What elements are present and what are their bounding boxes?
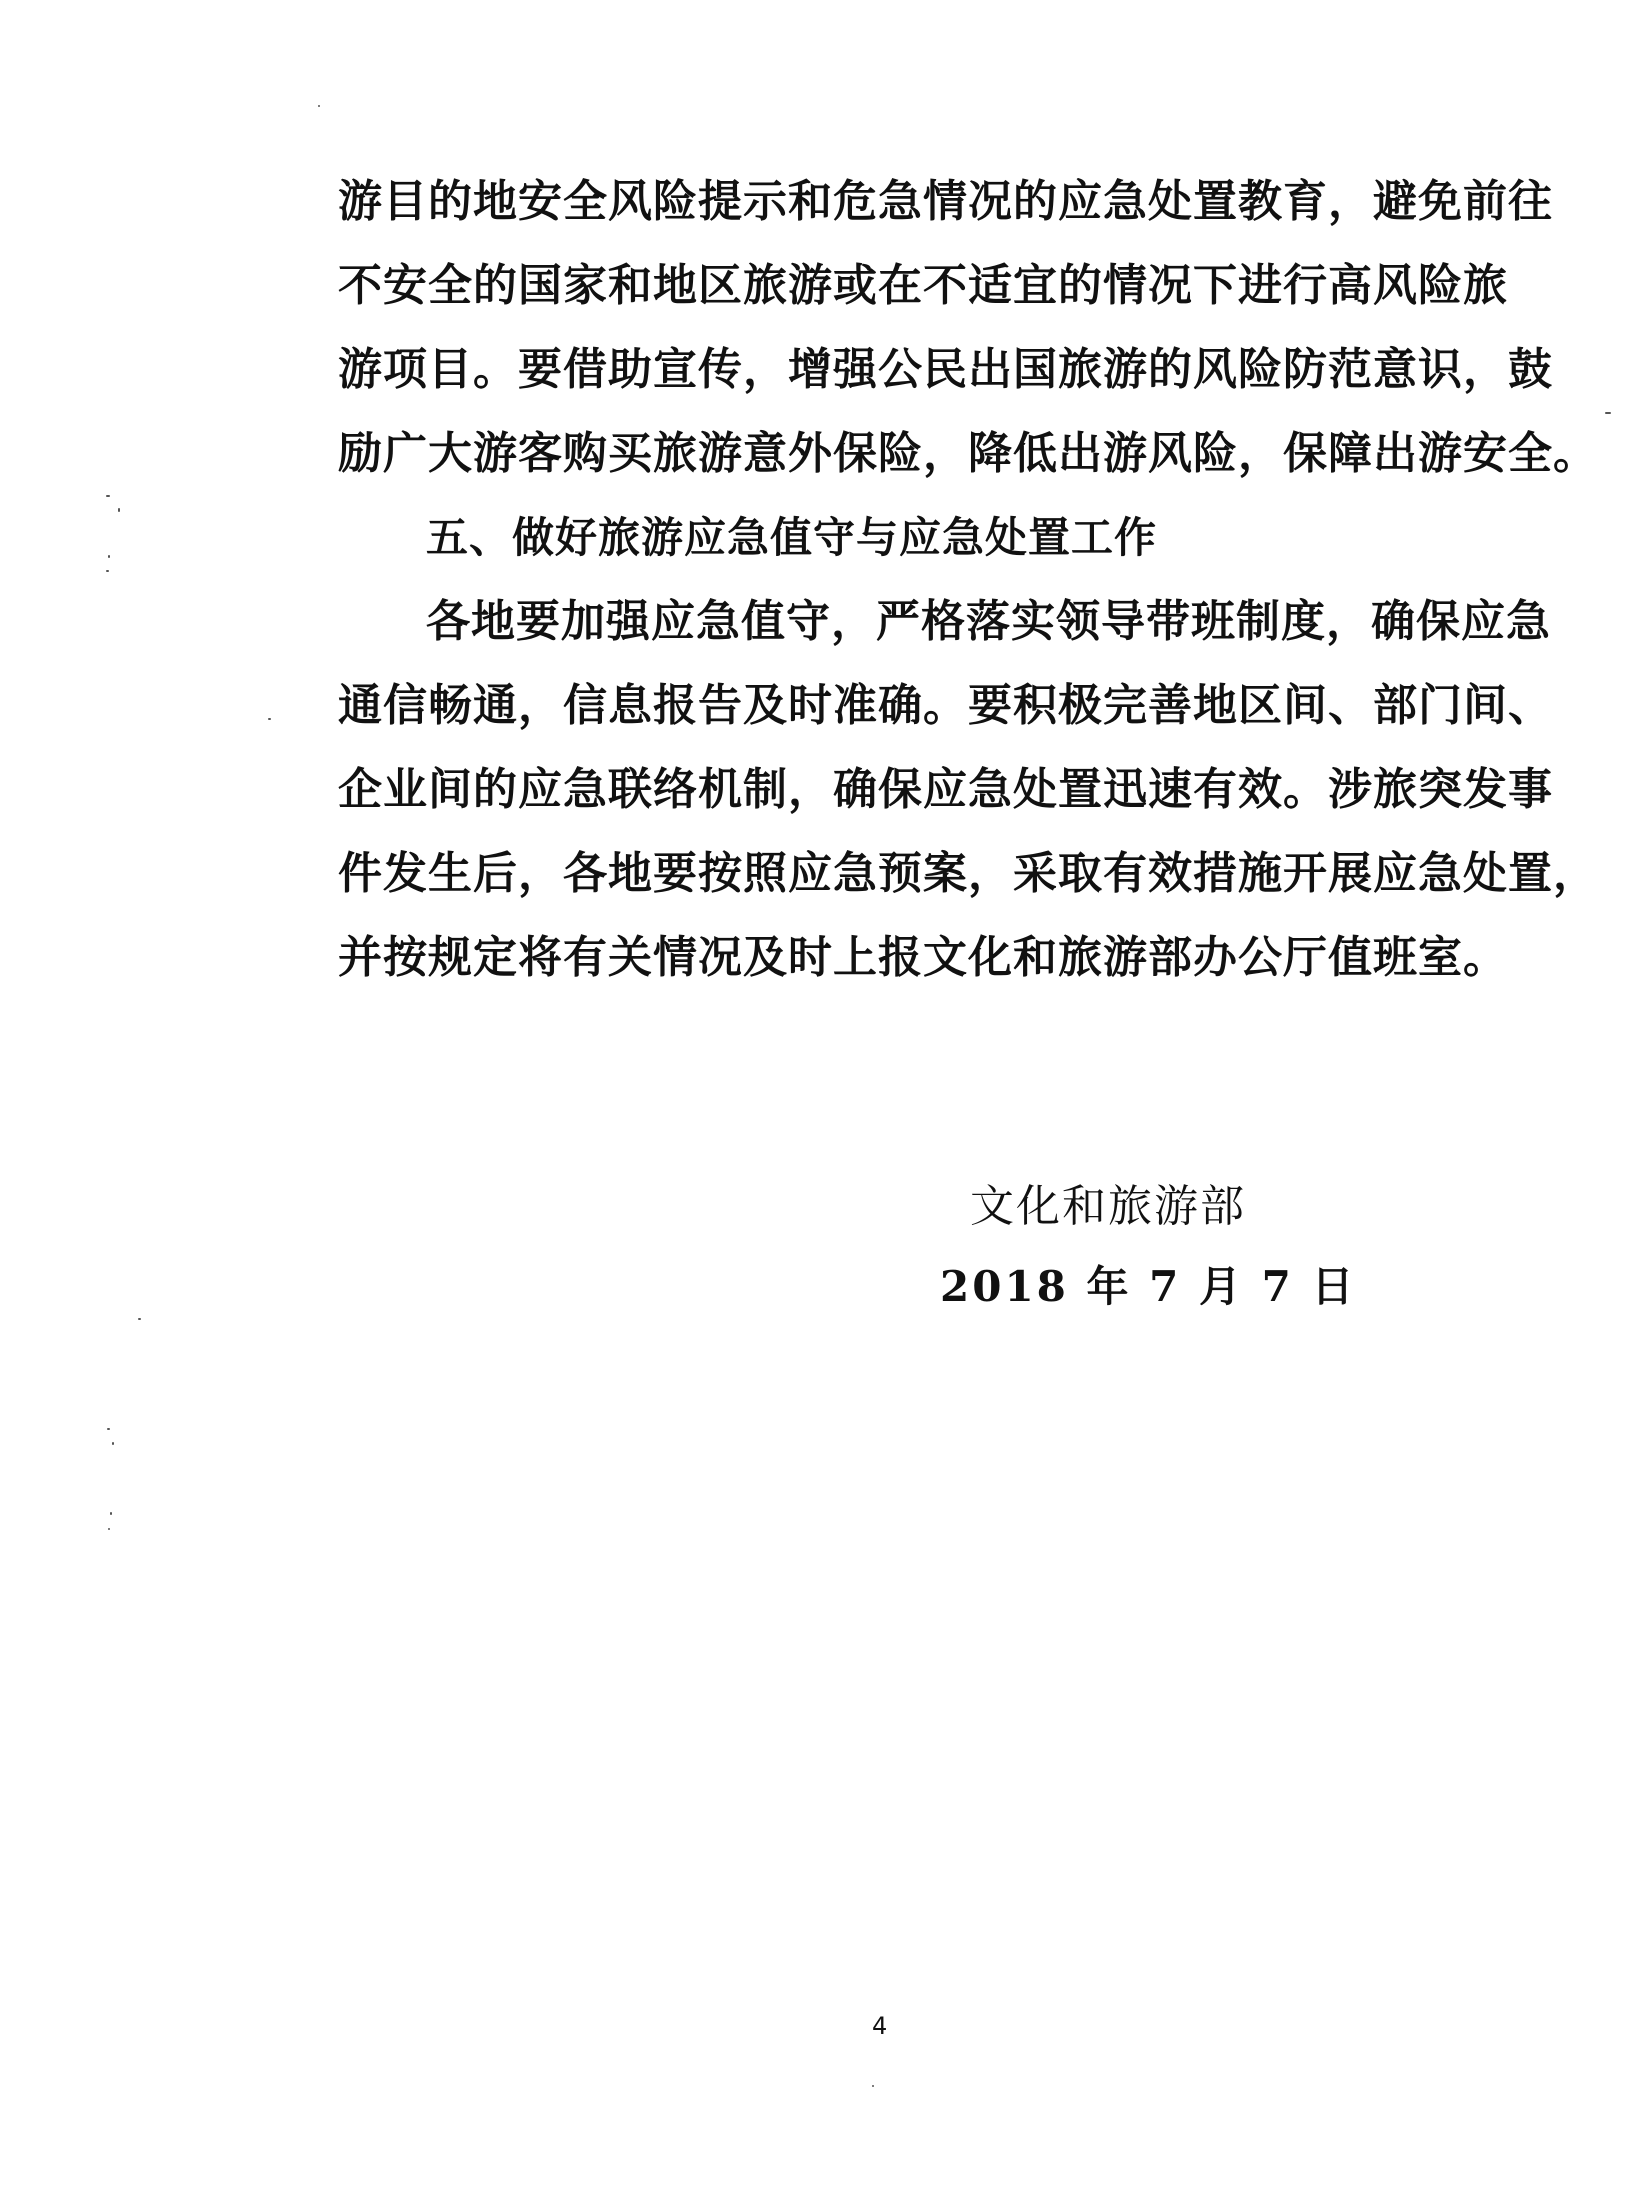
scan-speck [108,1528,110,1530]
paragraph-line: 游目的地安全风险提示和危急情况的应急处置教育，避免前往 [338,176,1553,227]
scan-speck [112,1442,114,1445]
paragraph-line: 件发生后，各地要按照应急预案，采取有效措施开展应急处置， [338,848,1598,899]
scan-speck [110,1512,112,1515]
paragraph-line: 游项目。要借助宣传，增强公民出国旅游的风险防范意识，鼓 [338,344,1553,395]
scan-speck [107,1428,110,1430]
paragraph-line: 并按规定将有关情况及时上报文化和旅游部办公厅值班室。 [338,932,1508,983]
scan-speck [108,555,110,558]
paragraph-line: 各地要加强应急值守，严格落实领导带班制度，确保应急 [426,596,1551,647]
scan-speck [1605,412,1611,414]
scan-speck [118,508,120,512]
paragraph-line: 通信畅通，信息报告及时准确。要积极完善地区间、部门间、 [338,680,1553,731]
scan-speck [106,570,109,572]
section-heading: 五、做好旅游应急值守与应急处置工作 [426,513,1158,562]
paragraph-line: 励广大游客购买旅游意外保险，降低出游风险，保障出游安全。 [338,428,1598,479]
scan-speck [106,495,110,497]
issuer-signature: 文化和旅游部 [970,1181,1246,1232]
scan-speck [138,1318,141,1320]
paragraph-line: 不安全的国家和地区旅游或在不适宜的情况下进行高风险旅 [338,260,1508,311]
page-number: 4 [872,2012,888,2040]
issue-date: 2018 年 7 月 7 日 [940,1262,1357,1311]
document-body [338,160,1598,1000]
paragraph-line: 企业间的应急联络机制，确保应急处置迅速有效。涉旅突发事 [338,764,1553,815]
scan-speck [318,105,320,107]
scan-speck [872,2085,874,2087]
scan-speck [268,718,271,720]
